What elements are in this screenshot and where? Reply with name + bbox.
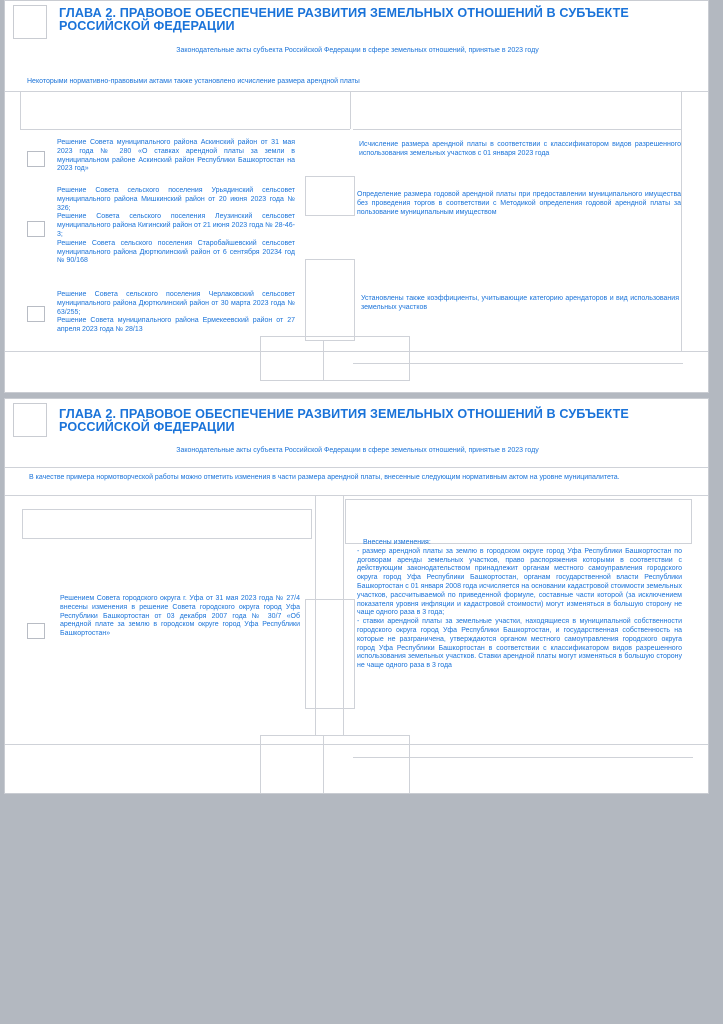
slide-1: [4, 0, 709, 393]
row-3-left: Решение Совета сельского поселения Черлаковский сельсовет муниципального района Дюртюлинский район от 30 марта 2023 года № 63/255; Решение Совета муниципального района Ермекеевский район от 27 апреля 2023 года № 28/13: [57, 291, 295, 334]
row-checkbox[interactable]: [27, 623, 45, 639]
row-2-right: Определение размера годовой арендной платы при предоставлении муниципального имущества без проведения торгов в соответствии с Методикой определения годовой арендной платы за пользование муниципальным имуществом: [357, 191, 681, 216]
row-checkbox[interactable]: [27, 151, 45, 167]
row-checkbox[interactable]: [27, 306, 45, 322]
slide-title: ГЛАВА 2. ПРАВОВОЕ ОБЕСПЕЧЕНИЕ РАЗВИТИЯ ЗЕМЕЛЬНЫХ ОТНОШЕНИЙ В СУБЪЕКТЕ РОССИЙСКОЙ ФЕДЕРАЦИИ: [59, 407, 629, 434]
row-1-right: Исчисление размера арендной платы в соответствии с классификатором видов разрешенного использования земельных участков с 01 января 2023 года: [359, 141, 681, 157]
slide2-right-text: Внесены изменения: - размер арендной платы за землю в городском округе город Уфа Республики Башкортостан по договорам аренды земельных участков, право распоряжения которыми в соответствии с действующим законодательством принадлежит органам местного самоуправления городского округа город Уфа Республики Башкортостан, органам государственной власти Республики Башкортостан с 01 января 2008 года исчисляется на основании кадастровой стоимости земельных участков, рассчитываемой по приведенной формуле, составные части которой (за исключением показателя уровня инфляции и кадастровой стоимости) могут изменяться в большую сторону не чаще одного раза в 3 года; - ставки арендной платы за земельные участки, находящиеся в муниципальной собственности городского округа город Уфа Республики Башкортостан, и государственная собственность на которые не разграничена, утверждаются органом местного самоуправления городского округа город Уфа Республики Башкортостан в соответствии с классификатором видов разрешенного использования земельных участков. Ставки арендной платы могут изменяться в большую сторону не чаще одного раза в 3 года: [357, 539, 682, 670]
row-3-right: Установлены также коэффициенты, учитывающие категорию арендаторов и вид использования земельных участков: [361, 295, 679, 311]
slide-intro: Некоторыми нормативно-правовыми актами также установлено исчисление размера арендной платы: [27, 78, 360, 85]
corner-frame: [13, 403, 47, 437]
slide-subtitle: Законодательные акты субъекта Российской Федерации в сфере земельных отношений, принятые в 2023 году: [176, 447, 539, 454]
corner-frame: [13, 5, 47, 39]
slide-title: ГЛАВА 2. ПРАВОВОЕ ОБЕСПЕЧЕНИЕ РАЗВИТИЯ ЗЕМЕЛЬНЫХ ОТНОШЕНИЙ В СУБЪЕКТЕ РОССИЙСКОЙ ФЕДЕРАЦИИ: [59, 6, 629, 33]
row-checkbox[interactable]: [27, 221, 45, 237]
slide-subtitle: Законодательные акты субъекта Российской Федерации в сфере земельных отношений, принятые в 2023 году: [176, 47, 539, 54]
row-2-left: Решение Совета сельского поселения Урьядинский сельсовет муниципального района Мишкинский район от 20 июня 2023 года № 326; Решение Совета сельского поселения Леузинский сельсовет муниципального района Кигинский район от 21 июня 2023 года № 28-46-3; Решение Совета сельского поселения Старобайшевский сельсовет муниципального района Дюртюлинский район от 6 сентября 20234 год № 90/168: [57, 187, 295, 265]
row-1-left: Решение Совета муниципального района Аскинский район от 31 мая 2023 года № 280 «О ставках арендной платы за земли в муниципальном районе Аскинский район Республики Башкортостан на 2023 год»: [57, 139, 295, 173]
slide-intro: В качестве примера нормотворческой работы можно отметить изменения в части размера арендной платы, внесенные следующим нормативным актом на уровне муниципалитета.: [29, 474, 620, 481]
slide-2: [4, 398, 709, 794]
slide2-left-text: Решением Совета городского округа г. Уфа от 31 мая 2023 года № 27/4 внесены изменения в решение Совета городского округа город Уфа Республики Башкортостан от 03 декабря 2007 года № 30/7 «Об арендной плате за землю в городском округе город Уфа Республики Башкортостан»: [60, 595, 300, 638]
